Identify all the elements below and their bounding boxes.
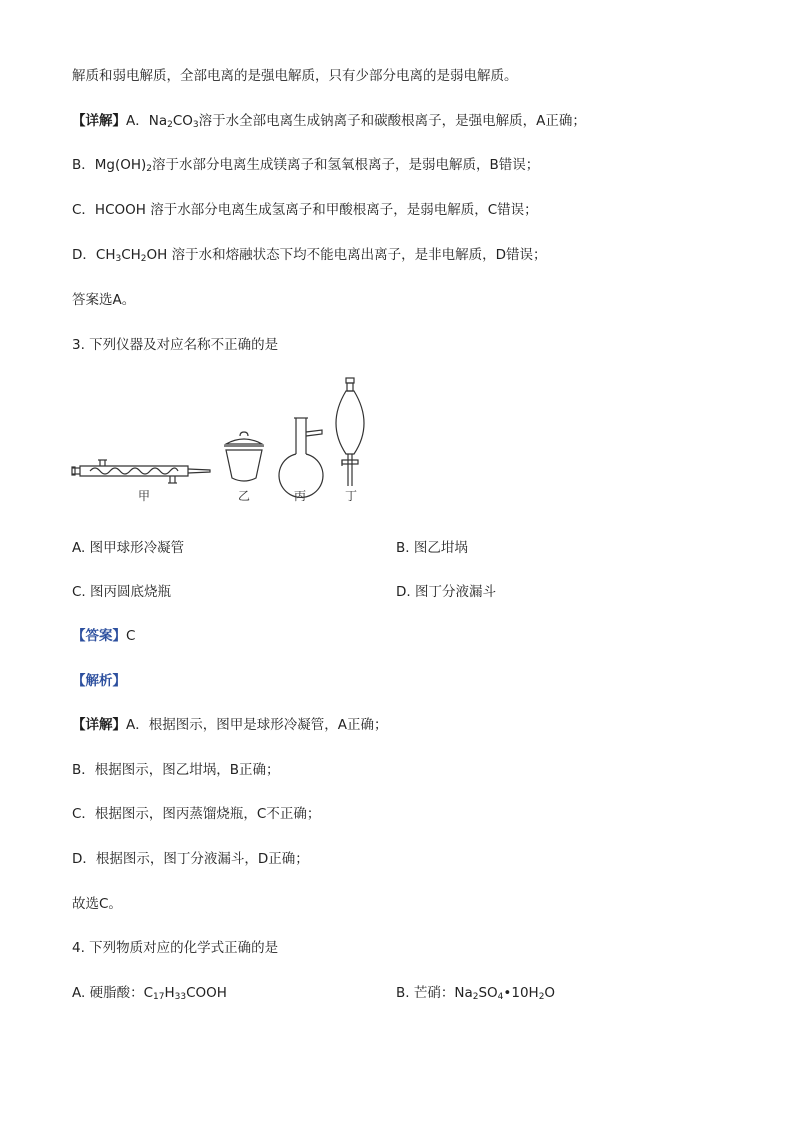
text: B. 芒硝：Na xyxy=(396,985,473,1001)
text: CO xyxy=(172,113,193,129)
text-line xyxy=(72,849,309,869)
option-b xyxy=(396,983,555,1003)
option-c xyxy=(72,582,171,602)
text: 答案选A。 xyxy=(72,292,136,308)
text-line xyxy=(72,804,320,824)
text-line xyxy=(72,245,547,265)
text: 溶于水全部电离生成钠离子和碳酸根离子，是强电解质，A正确； xyxy=(198,113,586,129)
text: 3. 下列仪器及对应名称不正确的是 xyxy=(72,337,279,353)
figure-label-yi: 乙 xyxy=(238,489,251,503)
text: A．Na xyxy=(126,113,168,129)
text: •10H xyxy=(503,985,539,1001)
section-tag: 【详解】 xyxy=(72,717,126,733)
subscript: 2 xyxy=(167,120,173,130)
answer-tag: 【答案】 xyxy=(72,628,126,644)
option-d xyxy=(396,582,496,602)
subscript: 2 xyxy=(472,992,479,1002)
text-line xyxy=(72,66,518,86)
text: 故选C。 xyxy=(72,896,122,912)
figure-label-bing: 丙 xyxy=(294,489,307,503)
text: A．根据图示，图甲是球形冷凝管，A正确； xyxy=(126,717,388,733)
text: D．根据图示，图丁分液漏斗，D正确； xyxy=(72,851,309,867)
text-line xyxy=(72,760,280,780)
subscript: 3 xyxy=(115,254,122,264)
crucible-drawing xyxy=(224,432,264,481)
option-a xyxy=(72,983,227,1003)
analysis-heading xyxy=(72,671,126,691)
text: B．Mg(OH) xyxy=(72,157,147,173)
text: B. 图乙坩埚 xyxy=(396,540,468,556)
option-b xyxy=(396,538,468,558)
subscript: 33 xyxy=(174,992,187,1002)
question-title xyxy=(72,335,278,355)
text: SO xyxy=(478,985,498,1001)
subscript: 2 xyxy=(140,254,147,264)
text-line xyxy=(72,894,122,914)
text: 4. 下列物质对应的化学式正确的是 xyxy=(72,940,279,956)
bulb-condenser-drawing xyxy=(72,460,210,483)
text-line xyxy=(72,155,539,175)
separatory-funnel-drawing xyxy=(336,378,364,486)
subscript: 2 xyxy=(146,164,153,174)
section-tag: 【详解】 xyxy=(72,113,126,129)
subscript: 3 xyxy=(192,120,199,130)
subscript: 2 xyxy=(538,992,545,1002)
text-line xyxy=(72,111,586,131)
text: C．HCOOH 溶于水部分电离生成氢离子和甲酸根离子，是弱电解质，C错误； xyxy=(72,202,538,218)
instrument-figure xyxy=(70,374,370,509)
answer-line xyxy=(72,626,135,646)
figure-label-jia: 甲 xyxy=(138,489,151,503)
text: A. 图甲球形冷凝管 xyxy=(72,540,185,556)
text: 解质和弱电解质，全部电离的是强电解质，只有少部分电离的是弱电解质。 xyxy=(72,68,518,84)
text: 溶于水部分电离生成镁离子和氢氧根离子，是弱电解质，B错误； xyxy=(152,157,540,173)
text: A. 硬脂酸：C xyxy=(72,985,154,1001)
text: D. 图丁分液漏斗 xyxy=(396,584,496,600)
subscript: 17 xyxy=(153,992,165,1002)
text: D．CH xyxy=(72,247,116,263)
answer-value: C xyxy=(126,628,136,644)
text: COOH xyxy=(186,985,227,1001)
text-line xyxy=(72,200,538,220)
subscript: 4 xyxy=(497,992,504,1002)
text: C. 图丙圆底烧瓶 xyxy=(72,584,172,600)
distillation-flask-drawing xyxy=(279,418,323,497)
text: H xyxy=(164,985,175,1001)
text: B．根据图示，图乙坩埚，B正确； xyxy=(72,762,280,778)
text-line xyxy=(72,715,387,735)
analysis-tag: 【解析】 xyxy=(72,673,126,689)
option-a xyxy=(72,538,184,558)
text: OH 溶于水和熔融状态下均不能电离出离子，是非电解质，D错误； xyxy=(146,247,547,263)
text: C．根据图示，图丙蒸馏烧瓶，C不正确； xyxy=(72,806,321,822)
text: CH xyxy=(121,247,141,263)
question-title xyxy=(72,938,278,958)
figure-label-ding: 丁 xyxy=(345,489,358,503)
text-line xyxy=(72,290,135,310)
text: O xyxy=(544,985,556,1001)
